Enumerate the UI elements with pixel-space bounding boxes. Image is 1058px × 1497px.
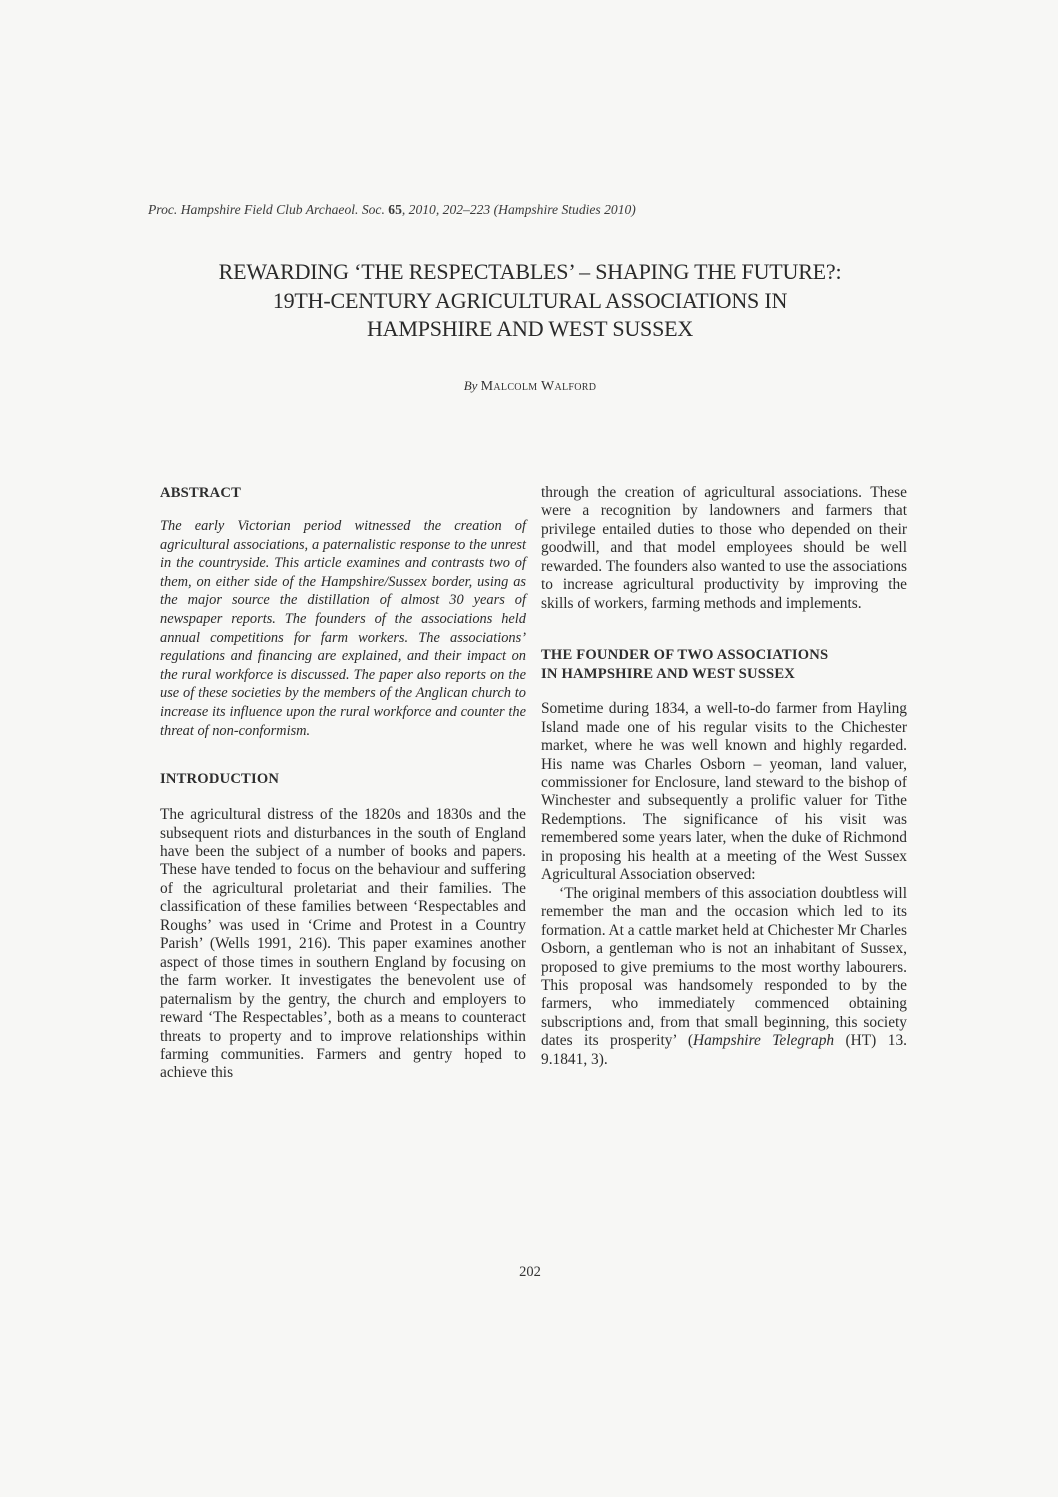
quote-text: ‘The original members of this association doubtless will remember the man and the occasion which led to its formation. At a cattle market held at Chichester Mr Charles Osborn, a gentleman who is not an inhabitant of Sussex, proposed to give premiums to the most worthy labourers. This proposal was handsomely responded to by the farmers, who immediately commenced obtaining subscriptions and, from that small beginning, this society dates its prosperity’ (: [541, 884, 907, 1050]
journal-volume: 65: [388, 202, 402, 217]
left-column: [160, 484, 526, 1083]
right-column: [541, 484, 907, 1069]
founder-section-text: Sometime during 1834, a well-to-do farmer from Hayling Island made one of his regular visits to the Chichester market, where he was well known and highly regarded. His name was Charles Osborn – yeoman, land valuer, commissioner for Enclosure, land steward to the bishop of Winchester and subsequently a prolific valuer for Tithe Redemptions. The significance of his visit was remembered some years later, when the duke of Richmond in proposing his health at a meeting of the West Sussex Agricultural Association observed:: [541, 700, 907, 884]
page-number: 202: [519, 1264, 541, 1280]
founder-heading-line-2: IN HAMPSHIRE AND WEST SUSSEX: [541, 666, 796, 683]
quote-source: Hampshire Telegraph: [692, 1032, 835, 1050]
quote-paragraph: [541, 885, 907, 1070]
title-line-2: 19TH-CENTURY AGRICULTURAL ASSOCIATIONS IN: [272, 287, 788, 313]
introduction-text: The agricultural distress of the 1820s and 1830s and the subsequent riots and disturbances in the south of England have been the subject of a number of books and papers. These have tended to focus on the behaviour and suffering of the agricultural proletariat and their families. The classification of these families between ‘Respectables and Roughs’ was used in ‘Crime and Protest in a Country Parish’ (Wells 1991, 216). This paper examines another aspect of those times in southern England by focusing on the farm worker. It investigates the benevolent use of paternalism by the gentry, the church and employers to reward ‘The Respectables’, both as a means to counteract threats to property and to improve relationships within farming communities. Farmers and gentry hoped to achieve this: [160, 806, 526, 1082]
founder-heading-line-1: THE FOUNDER OF TWO ASSOCIATIONS: [541, 647, 829, 664]
journal-name: Proc. Hampshire Field Club Archaeol. Soc.: [148, 202, 385, 217]
title-line-1: REWARDING ‘THE RESPECTABLES’ – SHAPING THE FUTURE?:: [218, 259, 842, 284]
author-name: Malcolm Walford: [480, 379, 597, 394]
abstract-heading: ABSTRACT: [160, 485, 242, 501]
title-line-3: HAMPSHIRE AND WEST SUSSEX: [366, 316, 694, 341]
founder-section-heading: [541, 646, 907, 684]
byline: [150, 378, 910, 395]
journal-citation: , 2010, 202–223 (Hampshire Studies 2010): [401, 202, 636, 217]
article-title: [150, 258, 910, 344]
journal-reference: [148, 202, 908, 218]
introduction-heading: INTRODUCTION: [160, 771, 280, 788]
introduction-continuation: through the creation of agricultural associations. These were a recognition by landowners and farmers that privilege entailed duties to those who depended on their goodwill, and that model employees should be well rewarded. The founders also wanted to use the associations to increase agricultural productivity by improving the skills of workers, farming methods and implements.: [541, 484, 907, 612]
quote-citation: (HT) 13. 9.1841, 3).: [541, 1032, 907, 1068]
abstract-text: The early Victorian period witnessed the creation of agricultural associations, a paternalistic response to the unrest in the countryside. This article examines and contrasts two of them, on either side of the Hampshire/Sussex border, using as the major source the distillation of almost 30 years of newspaper reports. The founders of the associations held annual competitions for farm workers. The associations’ regulations and financing are explained, and their impact on the rural workforce is discussed. The paper also reports on the use of these societies by the members of the Anglican church to increase its influence upon the rural workforce and counter the threat of non-conformism.: [160, 518, 526, 739]
byline-by: By: [463, 378, 478, 393]
